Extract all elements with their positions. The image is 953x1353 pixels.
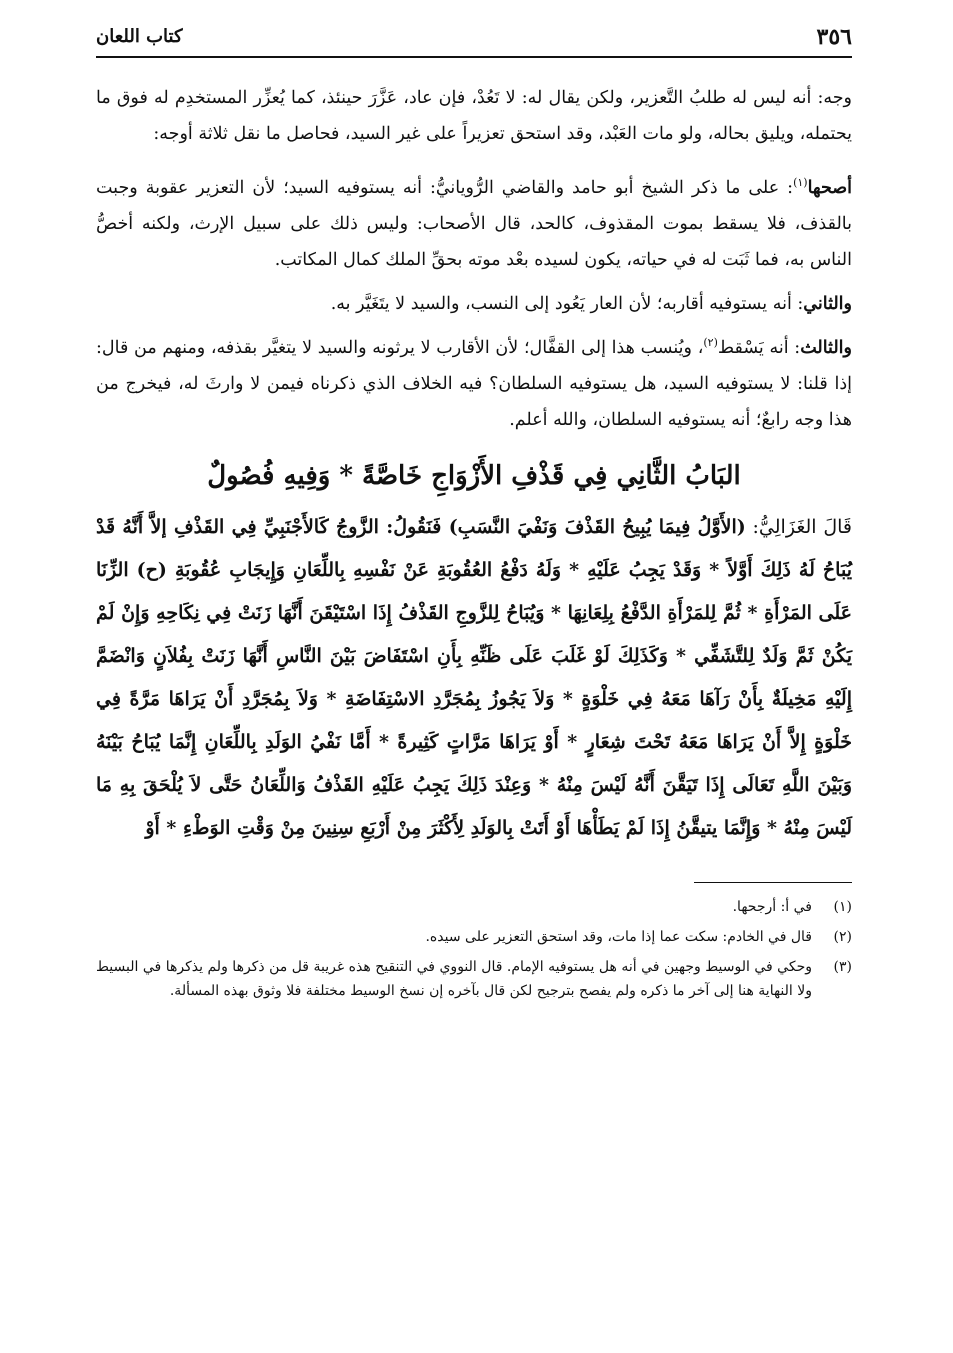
footnote-number: (١) — [833, 899, 852, 915]
paragraph-intro: وجه: أنه ليس له طلبُ التَّعزير، ولكن يقال له: لا تَعُدْ، فإن عاد، عَزَّرَ حينئذ، كما يُعزِّر المستخدِم له فوق ما يحتمله، ويليق بحاله، ولو مات العَبْد، وقد استحق تعزيراً على غير السيد، فحاصل ما نقل ثلاثة أوجه: — [96, 88, 852, 144]
paragraph-second-view — [96, 286, 852, 322]
footnote-number: (٢) — [833, 929, 852, 945]
paragraph-text-second: : أنه يستوفيه أقاربه؛ لأن العار يَعُود إلى النسب، والسيد لا يتَغَيَّر به. — [330, 294, 804, 314]
footnote-divider — [694, 882, 852, 883]
lead-word-first: أصحها — [807, 178, 852, 198]
footnote-item — [96, 895, 852, 919]
footnotes — [96, 895, 852, 1003]
book-page — [96, 22, 852, 1332]
paragraph-third-view — [96, 330, 852, 438]
lead-word-third: والثالث — [800, 338, 852, 358]
footnote-number: (٣) — [833, 959, 852, 975]
footnote-item — [96, 955, 852, 1003]
ghazali-text: (الأَوَّلُ فِيمَا يُبِيحُ القَذْفَ وَنَفْيَ النَّسَبِ) فَنَقُولُ: الزَّوجُ كَالأَجْنَبِيِّ فِي القَذْفِ إلاَّ أَنَّهُ قَدْ يُبَاحُ لَهُ ذَلِكَ أَوَّلاً * وَقَدْ يَجِبُ عَلَيْهِ * وَلَهُ دَفْعُ العُقُوبَةِ عَنْ نَفْسِهِ بِاللِّعَانِ وَإِيجَابِ عُقُوبَةِ (ح) الزِّنَا عَلَى المَرْأَةِ * ثُمَّ لِلمَرْأَةِ الدَّفْعُ بِلِعَانِهَا * وَيُبَاحُ لِلزَّوجِ القَذْفُ إِذَا اسْتَيْقَنَ أَنَّهَا زَنَتْ فِي نِكَاحِهِ وَإِنْ لَمْ يَكُنْ ثَمَّ وَلَدٌ لِلتَّشَفِّي * وَكَذَلِكَ لَوْ غَلَبَ عَلَى ظَنِّهِ بِأَنِ اسْتَفَاضَ بَيْنَ النَّاسِ أَنَّهَا زَنَتْ بِفُلاَنٍ وَانْضَمَّ إِلَيْهِ مَخِيلَةٌ بِأَنْ رَآهَا مَعَهُ فِي خَلْوَةٍ * وَلاَ يَجُوزُ بِمُجَرَّدِ الاسْتِفَاضَةِ * وَلاَ بِمُجَرَّدِ أَنْ يَرَاهَا مَرَّةً فِي خَلْوَةٍ إِلاَّ أَنْ يَرَاهَا مَعَهُ تَحْتَ شِعَارٍ * أَوْ يَرَاهَا مَرَّاتٍ كَثِيرةً * أَمَّا نَفْيُ الوَلَدِ بِاللِّعَانِ إِنَّمَا يُبَاحُ بَيْنَهُ وَبَيْنَ اللَّهِ تَعَالَى إِذَا تَيَقَّنَ أَنَّهُ لَيْسَ مِنْهُ * وَعِنْدَ ذَلِكَ يَجِبُ عَلَيْهِ القَذْفُ وَاللِّعَانُ حَتَّى لاَ يُلْحَقَ بِهِ مَا لَيْسَ مِنْهُ * وَإِنَّمَا يتيقَّنُ إِذَا لَمْ يَطَأْهَا أَوْ أَتَتْ بِالوَلَدِ لِأَكْثَرَ مِنْ أَرْبَعِ سِنِينَ مِنْ وَقْتِ الوَطْءِ * أَوْ — [96, 516, 852, 839]
footnote-ref-2[interactable]: (٢) — [703, 336, 718, 350]
lead-word-second: والثاني — [803, 294, 852, 314]
footnote-text: قال في الخادم: سكت عما إذا مات، وقد استحق التعزير على سيده. — [425, 929, 812, 945]
chapter-heading: البَابُ الثَّانِي فِي قَذْفِ الأَزْوَاجِ خَاصَّةً * وَفِيهِ فُصُولٌ — [207, 461, 741, 491]
page-number: ٣٥٦ — [816, 24, 852, 50]
running-title: كتاب اللعان — [96, 26, 183, 47]
footnote-text: في أ: أرجحها. — [732, 899, 812, 915]
page-header — [96, 22, 852, 58]
paragraph-text-third-a: : أنه يَسْقط — [717, 338, 801, 358]
ghazali-quote — [96, 506, 852, 850]
main-text — [96, 80, 852, 438]
footnote-text: وحكي في الوسيط وجهين في أنه هل يستوفيه الإمام. قال النووي في التنقيح هذه غريبة قل من ذكرها ولم يذكرها في البسيط ولا النهاية هنا إلى آخر ما ذكره ولم يفصح بترجيح لكن قال بآخره إن نسخ الوسيط مختلفة فلا وثوق بهذه المسألة. — [96, 959, 812, 999]
footnote-item — [96, 925, 852, 949]
paragraph-first-view — [96, 170, 852, 278]
footnote-ref-1[interactable]: (١) — [793, 176, 808, 190]
paragraph-text-first: : على ما ذكر الشيخ أبو حامد والقاضي الرُّويانيُّ: أنه يستوفيه السيد؛ لأن التعزير عقوبة وجبت بالقذف، فلا يسقط بموت المقذوف، كالحد، قال الأصحاب: وليس ذلك على سبيل الإرث، ولكنه أخصُّ الناس به، فما ثَبَت له في حياته، يكون لسيده بعْد موته بحقِّ الملك كمال المكاتب. — [96, 178, 852, 270]
paragraph-text-third-b: ، ويُنسب هذا إلى القفَّال؛ لأن الأقارب لا يرثونه والسيد لا يتغيَّر بقذفه، ومنهم من قال: إذا قلنا: لا يستوفيه السيد، هل يستوفيه السلطان؟ فيه الخلاف الذي ذكرناه فيمن لا وارثَ له، فيخرج من هذا وجه رابعٌ؛ أنه يستوفيه السلطان، والله أعلم. — [96, 338, 852, 430]
ghazali-intro: قَالَ الغَزَالِيُّ: — [745, 516, 852, 538]
